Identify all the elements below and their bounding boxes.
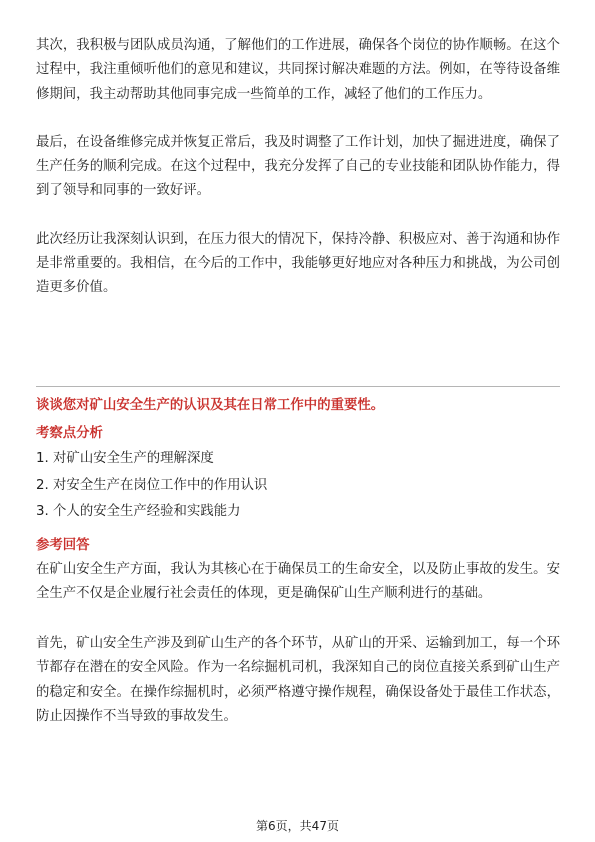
paragraph-gap xyxy=(36,107,560,131)
reference-heading: 参考回答 xyxy=(36,537,90,553)
page-number: 第6页，共47页 xyxy=(256,819,339,833)
analysis-list xyxy=(36,446,560,526)
list-item: 1. 对矿山安全生产的理解深度 xyxy=(36,451,214,466)
paragraph-gap xyxy=(36,204,560,228)
analysis-heading: 考察点分析 xyxy=(36,426,103,441)
answer-paragraph-intro: 在矿山安全生产方面，我认为其核心在于确保员工的生命安全，以及防止事故的发生。安全生产不仅是企业履行社会责任的体现，更是确保矿山生产顺利进行的基础。 xyxy=(36,561,560,601)
section-divider xyxy=(36,386,560,387)
paragraph-communication: 其次，我积极与团队成员沟通，了解他们的工作进展，确保各个岗位的协作顺畅。在这个过程中，我注重倾听他们的意见和建议，共同探讨解决难题的方法。例如，在等待设备维修期间，我主动帮助其他同事完成一些简单的工作，减轻了他们的工作压力。 xyxy=(36,38,560,102)
question-section xyxy=(36,394,560,729)
question-title: 谈谈您对矿山安全生产的认识及其在日常工作中的重要性。 xyxy=(36,398,385,413)
list-item: 3. 个人的安全生产经验和实践能力 xyxy=(36,504,241,519)
list-item: 2. 对安全生产在岗位工作中的作用认识 xyxy=(36,477,268,493)
paragraph-lesson: 此次经历让我深刻认识到，在压力很大的情况下，保持冷静、积极应对、善于沟通和协作是非常重要的。我相信，在今后的工作中，我能够更好地应对各种压力和挑战，为公司创造更多价值。 xyxy=(36,231,560,296)
paragraph-finally: 最后，在设备维修完成并恢复正常后，我及时调整了工作计划，加快了掘进进度，确保了生产任务的顺利完成。在这个过程中，我充分发挥了自己的专业技能和团队协作能力，得到了领导和同事的一致好评。 xyxy=(36,134,560,199)
paragraph-gap xyxy=(36,606,560,632)
upper-content xyxy=(36,34,560,301)
answer-paragraph-first: 首先，矿山安全生产涉及到矿山生产的各个环节，从矿山的开采、运输到加工，每一个环节都存在潜在的安全风险。作为一名综掘机司机，我深知自己的岗位直接关系到矿山生产的稳定和安全。在操作综掘机时，必须严格遵守操作规程，确保设备处于最佳工作状态，防止因操作不当导致的事故发生。 xyxy=(36,636,560,724)
